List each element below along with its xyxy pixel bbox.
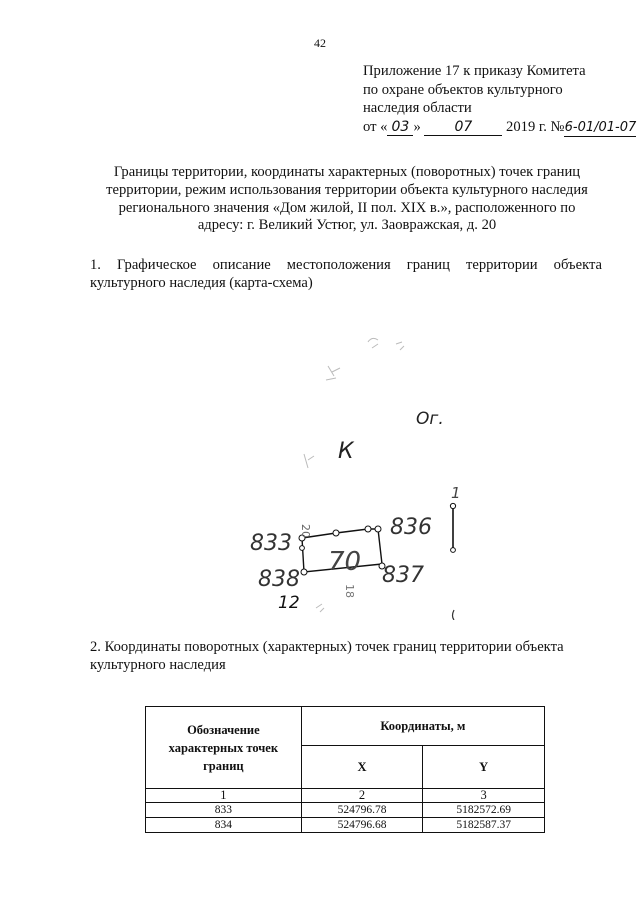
point-836-marker (375, 526, 381, 532)
appendix-line-3: наследия области (363, 100, 472, 116)
point-838-marker (301, 569, 307, 575)
section-2-line-2: культурного наследия (90, 657, 226, 673)
map-label-837: 837 (382, 563, 424, 588)
vertex-marker (300, 546, 305, 551)
header-y: Y (423, 746, 545, 789)
map-label-1: 1 (451, 484, 461, 502)
table-row (146, 803, 545, 818)
page-number: 42 (314, 36, 326, 50)
map-label-838: 838 (258, 567, 300, 592)
appendix-line-1: Приложение 17 к приказу Комитета (363, 63, 586, 79)
map-label-833: 833 (250, 531, 292, 556)
map-label-18: 18 (343, 584, 356, 598)
vertex-marker (450, 503, 455, 508)
header-coordinates: Координаты, м (301, 707, 544, 746)
section-2-heading (90, 638, 602, 674)
map-label-12: 12 (278, 593, 300, 613)
map-edge-mark (453, 610, 455, 620)
x-cell: 524796.68 (301, 818, 423, 833)
header-designation: Обозначение характерных точек границ (146, 707, 302, 789)
map-label-k: К (338, 439, 354, 464)
y-cell: 5182572.69 (423, 803, 545, 818)
table-row (146, 818, 545, 833)
map-label-20: 20 (299, 524, 312, 538)
header-x: X (301, 746, 423, 789)
column-number-row (146, 789, 545, 803)
title-line-1: Границы территории, координаты характерных (поворотных) точек границ (113, 164, 581, 180)
date-close: » (413, 118, 421, 135)
vertex-marker (451, 548, 456, 553)
appendix-date-line (363, 118, 638, 137)
section-1-heading: 1. Графическое описание местоположения границ территории объекта (90, 257, 602, 273)
map-label-836: 836 (390, 515, 432, 540)
coordinates-table (145, 706, 545, 833)
vertex-marker (333, 530, 339, 536)
document-title (82, 164, 612, 235)
date-year: 2019 г. № (506, 118, 565, 135)
appendix-header (363, 62, 638, 137)
title-line-2: территории, режим использования территории объекта культурного наследия (106, 181, 588, 198)
point-cell: 834 (146, 818, 302, 833)
date-prefix: от « (363, 118, 388, 135)
point-cell: 833 (146, 803, 302, 818)
title-line-3: регионального значения «Дом жилой, II пол. XIX в.», расположенного по (118, 199, 576, 216)
vertex-marker (365, 526, 371, 532)
map-label-parcel: 70 (328, 547, 362, 577)
boundary-map (220, 320, 480, 620)
date-month: 07 (424, 119, 502, 136)
map-label-og: Ог. (416, 409, 444, 429)
y-cell: 5182587.37 (423, 818, 545, 833)
appendix-line-2: по охране объектов культурного (363, 81, 563, 98)
date-day: 03 (387, 119, 413, 136)
order-number: 6-01/01-07 (564, 119, 637, 135)
col-number: 3 (423, 789, 545, 803)
col-number: 1 (146, 789, 302, 803)
section-1-heading-cont: культурного наследия (карта-схема) (90, 275, 313, 291)
title-line-4: адресу: г. Великий Устюг, ул. Заовражская, д. 20 (197, 217, 497, 234)
section-2-line-1: 2. Координаты поворотных (характерных) точек границ территории объекта (90, 639, 564, 655)
x-cell: 524796.78 (301, 803, 423, 818)
col-number: 2 (301, 789, 423, 803)
